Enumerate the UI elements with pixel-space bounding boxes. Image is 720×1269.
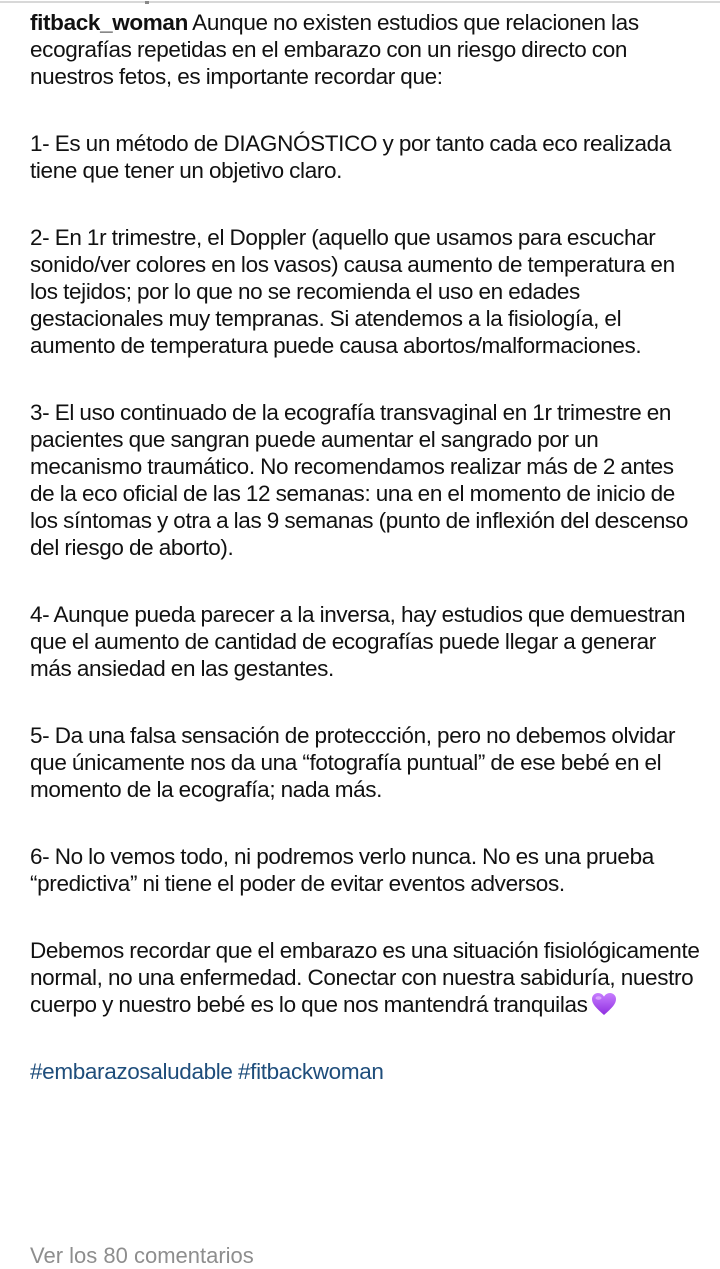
point-3: 3- El uso continuado de la ecografía transvaginal en 1r trimestre en pacientes que sangran puede aumentar el sangrado por un mecanismo traumático. No recomendamos realizar más de 2 antes de la eco oficial de las 12 semanas: una en el momento de inicio de los síntomas y otra a las 9 semanas (punto de inflexión del descenso del riesgo de aborto).	[30, 400, 689, 560]
hashtag-row	[30, 1058, 700, 1085]
point-5: 5- Da una falsa sensación de proteccción, pero no debemos olvidar que únicamente nos da una “fotografía puntual” de ese bebé en el momento de la ecografía; nada más.	[30, 723, 676, 802]
point-6: 6- No lo vemos todo, ni podremos verlo nunca. No es una prueba “predictiva” ni tiene el poder de evitar eventos adversos.	[30, 844, 654, 896]
caption-intro	[30, 9, 700, 90]
point-4: 4- Aunque pueda parecer a la inversa, hay estudios que demuestran que el aumento de cantidad de ecografías puede llegar a generar más ansiedad en las gestantes.	[30, 602, 686, 681]
post-caption	[30, 9, 700, 1125]
divider-mark	[145, 1, 149, 4]
closing-paragraph	[30, 937, 700, 1018]
hashtag-embarazosaludable[interactable]: #embarazosaludable	[30, 1059, 233, 1084]
view-comments-link[interactable]	[30, 1243, 430, 1268]
point-1: 1- Es un método de DIAGNÓSTICO y por tanto cada eco realizada tiene que tener un objetivo claro.	[30, 131, 671, 183]
hashtag-fitbackwoman[interactable]: #fitbackwoman	[238, 1059, 384, 1084]
purple-heart-icon	[591, 992, 617, 1016]
closing-text: Debemos recordar que el embarazo es una situación fisiológicamente normal, no una enfermedad. Conectar con nuestra sabiduría, nuestro cuerpo y nuestro bebé es lo que nos mantendrá tranquilas	[30, 938, 700, 1017]
intro-text: Aunque no existen estudios que relacionen las ecografías repetidas en el embarazo con un riesgo directo con nuestros fetos, es importante recordar que:	[30, 10, 639, 89]
point-2: 2- En 1r trimestre, el Doppler (aquello que usamos para escuchar sonido/ver colores en los vasos) causa aumento de temperatura en los tejidos; por lo que no se recomienda el uso en edades gestacionales muy tempranas. Si atendemos a la fisiología, el aumento de temperatura puede causa abortos/malformaciones.	[30, 225, 675, 358]
username-link[interactable]: fitback_woman	[30, 10, 188, 35]
view-comments-text: Ver los 80 comentarios	[30, 1243, 254, 1268]
top-divider	[0, 1, 720, 3]
